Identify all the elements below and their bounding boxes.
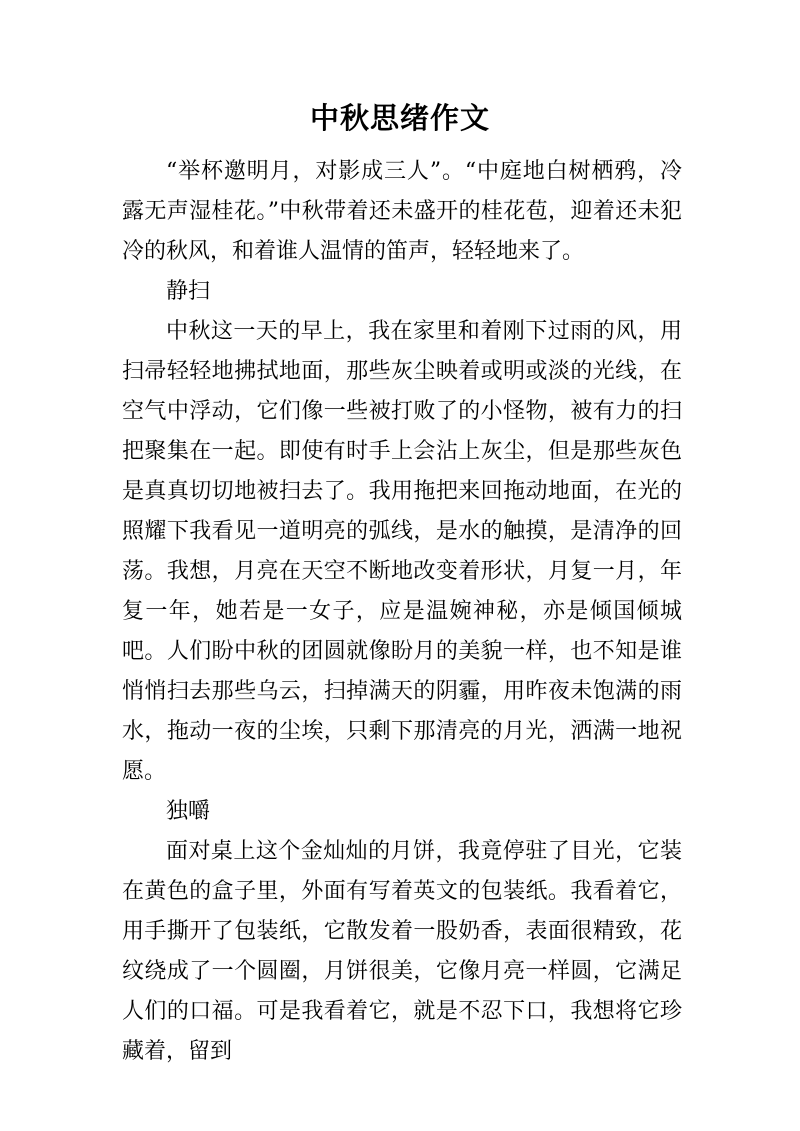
section-heading-chewing: 独嚼: [166, 799, 211, 824]
page-title: 中秋思绪作文: [309, 101, 490, 135]
sweeping-paragraph: 中秋这一天的早上，我在家里和着刚下过雨的风，用扫帚轻轻地拂拭地面，那些灰尘映着或明或淡的光线，在空气中浮动，它们像一些被打败了的小怪物，被有力的扫把聚集在一起。即使有时手上会沾上灰尘，但是那些灰色是真真切切地被扫去了。我用拖把来回拖动地面，在光的照耀下我看见一道明亮的弧线，是水的触摸，是清净的回荡。我想，月亮在天空不断地改变着形状，月复一月，年复一年，她若是一女子，应是温婉神秘，亦是倾国倾城吧。人们盼中秋的团圆就像盼月的美貌一样，也不知是谁悄悄扫去那些乌云，扫掉满天的阴霾，用昨夜未饱满的雨水，拖动一夜的尘埃，只剩下那清亮的月光，洒满一地祝愿。: [122, 319, 682, 784]
section-heading-sweeping: 静扫: [166, 279, 211, 304]
document-body: [122, 152, 682, 1072]
mooncake-paragraph: 面对桌上这个金灿灿的月饼，我竟停驻了目光，它装在黄色的盒子里，外面有写着英文的包装纸。我看着它，用手撕开了包装纸，它散发着一股奶香，表面很精致，花纹绕成了一个圆圈，月饼很美，它像月亮一样圆，它满足人们的口福。可是我看着它，就是不忍下口，我想将它珍藏着，留到: [122, 839, 682, 1064]
intro-paragraph: “举杯邀明月，对影成三人”。“中庭地白树栖鸦，冷露无声湿桂花。”中秋带着还未盛开的桂花苞，迎着还未犯冷的秋风，和着谁人温情的笛声，轻轻地来了。: [122, 159, 682, 264]
